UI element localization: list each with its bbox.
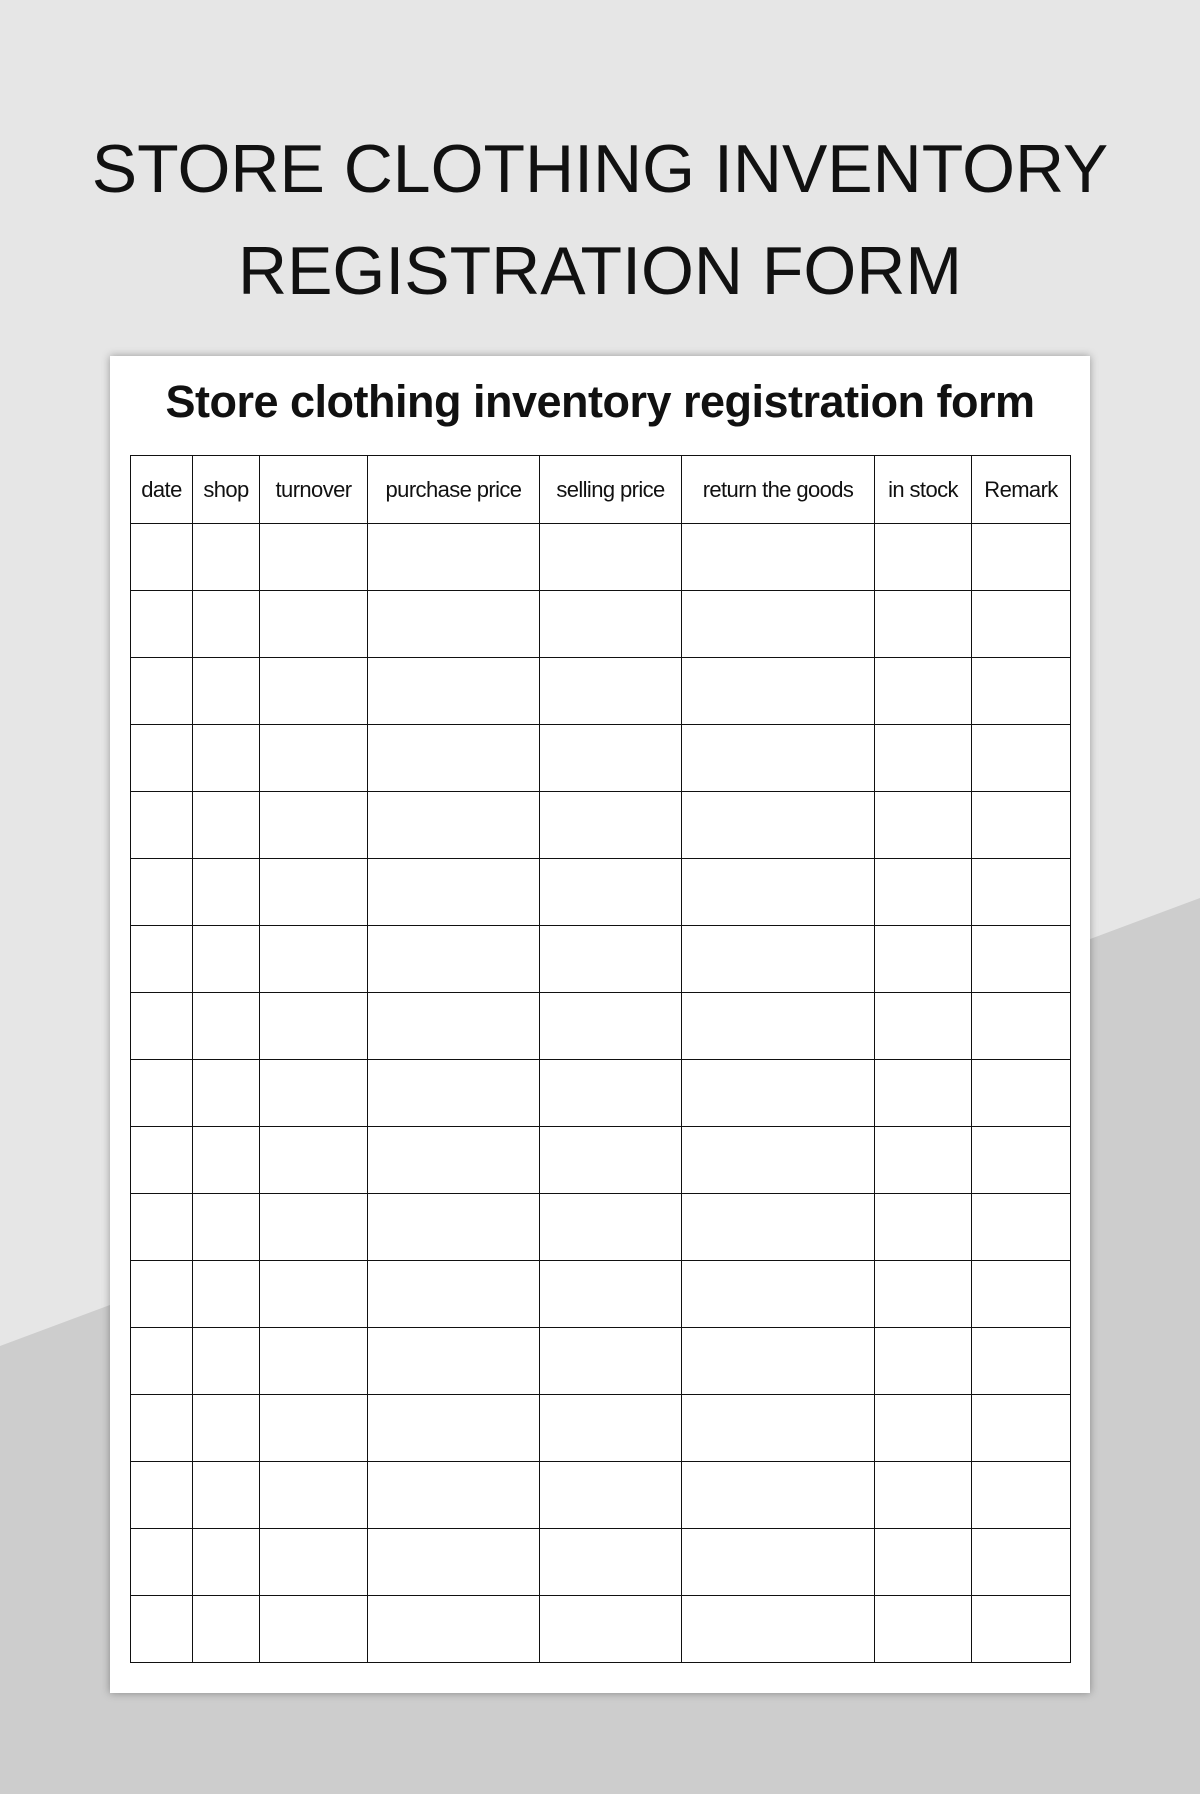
cell-turnover [260, 658, 368, 725]
cell-shop [193, 792, 260, 859]
cell-purchase-price [368, 1127, 540, 1194]
cell-date [131, 1328, 193, 1395]
column-header-return-the-goods: return the goods [682, 456, 875, 524]
cell-remark [972, 1596, 1071, 1663]
cell-date [131, 1395, 193, 1462]
cell-return-the-goods [682, 1261, 875, 1328]
cell-in-stock [875, 1127, 972, 1194]
cell-remark [972, 1060, 1071, 1127]
cell-date [131, 993, 193, 1060]
cell-shop [193, 524, 260, 591]
cell-selling-price [540, 1328, 682, 1395]
cell-shop [193, 1127, 260, 1194]
cell-in-stock [875, 993, 972, 1060]
cell-purchase-price [368, 725, 540, 792]
cell-remark [972, 792, 1071, 859]
cell-shop [193, 1462, 260, 1529]
cell-selling-price [540, 1529, 682, 1596]
cell-return-the-goods [682, 1127, 875, 1194]
cell-remark [972, 658, 1071, 725]
table-row [131, 658, 1071, 725]
cell-selling-price [540, 926, 682, 993]
cell-in-stock [875, 658, 972, 725]
cell-purchase-price [368, 591, 540, 658]
cell-purchase-price [368, 1194, 540, 1261]
cell-purchase-price [368, 926, 540, 993]
cell-shop [193, 1395, 260, 1462]
cell-purchase-price [368, 658, 540, 725]
cell-shop [193, 1328, 260, 1395]
column-header-remark: Remark [972, 456, 1071, 524]
cell-remark [972, 1328, 1071, 1395]
cell-turnover [260, 1328, 368, 1395]
cell-purchase-price [368, 859, 540, 926]
cell-selling-price [540, 1596, 682, 1663]
cell-date [131, 725, 193, 792]
cell-selling-price [540, 725, 682, 792]
table-body [131, 524, 1071, 1663]
column-header-date: date [131, 456, 193, 524]
cell-return-the-goods [682, 926, 875, 993]
cell-in-stock [875, 591, 972, 658]
cell-remark [972, 1261, 1071, 1328]
table-row [131, 859, 1071, 926]
cell-turnover [260, 1261, 368, 1328]
cell-in-stock [875, 859, 972, 926]
cell-shop [193, 1596, 260, 1663]
table-row [131, 993, 1071, 1060]
page-title-line-2: REGISTRATION FORM [237, 233, 963, 309]
cell-in-stock [875, 1194, 972, 1261]
cell-turnover [260, 1529, 368, 1596]
cell-date [131, 1261, 193, 1328]
cell-remark [972, 1462, 1071, 1529]
cell-return-the-goods [682, 1462, 875, 1529]
cell-remark [972, 993, 1071, 1060]
table-header-row [131, 456, 1071, 524]
table-row [131, 1060, 1071, 1127]
cell-return-the-goods [682, 725, 875, 792]
cell-turnover [260, 1194, 368, 1261]
cell-in-stock [875, 1529, 972, 1596]
cell-in-stock [875, 926, 972, 993]
cell-date [131, 1596, 193, 1663]
table-row [131, 1529, 1071, 1596]
cell-purchase-price [368, 1261, 540, 1328]
form-title: Store clothing inventory registration form [165, 376, 1035, 427]
cell-selling-price [540, 1060, 682, 1127]
cell-purchase-price [368, 1596, 540, 1663]
cell-shop [193, 1261, 260, 1328]
cell-return-the-goods [682, 1395, 875, 1462]
cell-remark [972, 1395, 1071, 1462]
cell-shop [193, 926, 260, 993]
table-row [131, 1261, 1071, 1328]
cell-return-the-goods [682, 591, 875, 658]
cell-turnover [260, 1395, 368, 1462]
cell-in-stock [875, 1328, 972, 1395]
cell-shop [193, 591, 260, 658]
cell-turnover [260, 725, 368, 792]
cell-return-the-goods [682, 658, 875, 725]
cell-turnover [260, 1462, 368, 1529]
cell-in-stock [875, 1462, 972, 1529]
cell-purchase-price [368, 1060, 540, 1127]
cell-in-stock [875, 524, 972, 591]
cell-date [131, 859, 193, 926]
cell-purchase-price [368, 792, 540, 859]
page-title [0, 118, 1200, 322]
form-sheet [110, 356, 1090, 1693]
cell-return-the-goods [682, 1328, 875, 1395]
column-header-selling-price: selling price [540, 456, 682, 524]
table-row [131, 1328, 1071, 1395]
cell-selling-price [540, 1127, 682, 1194]
cell-in-stock [875, 792, 972, 859]
cell-return-the-goods [682, 1060, 875, 1127]
cell-return-the-goods [682, 993, 875, 1060]
cell-turnover [260, 591, 368, 658]
cell-date [131, 926, 193, 993]
cell-remark [972, 926, 1071, 993]
cell-turnover [260, 1127, 368, 1194]
table-row [131, 926, 1071, 993]
cell-turnover [260, 993, 368, 1060]
column-header-purchase-price: purchase price [368, 456, 540, 524]
cell-return-the-goods [682, 1596, 875, 1663]
cell-turnover [260, 792, 368, 859]
table-row [131, 591, 1071, 658]
cell-selling-price [540, 658, 682, 725]
cell-date [131, 1529, 193, 1596]
cell-return-the-goods [682, 792, 875, 859]
cell-date [131, 524, 193, 591]
cell-shop [193, 1529, 260, 1596]
table-row [131, 1194, 1071, 1261]
cell-in-stock [875, 1395, 972, 1462]
cell-remark [972, 725, 1071, 792]
cell-selling-price [540, 792, 682, 859]
cell-selling-price [540, 993, 682, 1060]
column-header-shop: shop [193, 456, 260, 524]
cell-shop [193, 1194, 260, 1261]
cell-turnover [260, 524, 368, 591]
cell-shop [193, 993, 260, 1060]
table-row [131, 1596, 1071, 1663]
cell-date [131, 792, 193, 859]
cell-purchase-price [368, 1462, 540, 1529]
cell-shop [193, 658, 260, 725]
table-row [131, 524, 1071, 591]
cell-return-the-goods [682, 1529, 875, 1596]
cell-in-stock [875, 1261, 972, 1328]
cell-purchase-price [368, 993, 540, 1060]
table-row [131, 725, 1071, 792]
cell-selling-price [540, 1261, 682, 1328]
cell-in-stock [875, 1596, 972, 1663]
cell-selling-price [540, 524, 682, 591]
cell-date [131, 658, 193, 725]
cell-selling-price [540, 591, 682, 658]
cell-selling-price [540, 1194, 682, 1261]
cell-remark [972, 1127, 1071, 1194]
cell-remark [972, 1194, 1071, 1261]
cell-date [131, 1462, 193, 1529]
table-row [131, 1395, 1071, 1462]
cell-in-stock [875, 725, 972, 792]
cell-date [131, 591, 193, 658]
page-title-line-1: STORE CLOTHING INVENTORY [91, 131, 1109, 207]
inventory-table [130, 455, 1071, 1663]
cell-return-the-goods [682, 524, 875, 591]
cell-remark [972, 591, 1071, 658]
cell-date [131, 1060, 193, 1127]
cell-selling-price [540, 859, 682, 926]
cell-shop [193, 725, 260, 792]
column-header-in-stock: in stock [875, 456, 972, 524]
cell-selling-price [540, 1462, 682, 1529]
cell-purchase-price [368, 1328, 540, 1395]
cell-shop [193, 1060, 260, 1127]
cell-turnover [260, 859, 368, 926]
cell-date [131, 1127, 193, 1194]
cell-turnover [260, 1596, 368, 1663]
cell-purchase-price [368, 1395, 540, 1462]
table-row [131, 1127, 1071, 1194]
cell-shop [193, 859, 260, 926]
cell-return-the-goods [682, 859, 875, 926]
cell-remark [972, 859, 1071, 926]
cell-in-stock [875, 1060, 972, 1127]
cell-purchase-price [368, 524, 540, 591]
cell-selling-price [540, 1395, 682, 1462]
cell-turnover [260, 926, 368, 993]
cell-date [131, 1194, 193, 1261]
cell-purchase-price [368, 1529, 540, 1596]
column-header-turnover: turnover [260, 456, 368, 524]
table-row [131, 792, 1071, 859]
cell-remark [972, 524, 1071, 591]
cell-remark [972, 1529, 1071, 1596]
cell-return-the-goods [682, 1194, 875, 1261]
cell-turnover [260, 1060, 368, 1127]
table-row [131, 1462, 1071, 1529]
